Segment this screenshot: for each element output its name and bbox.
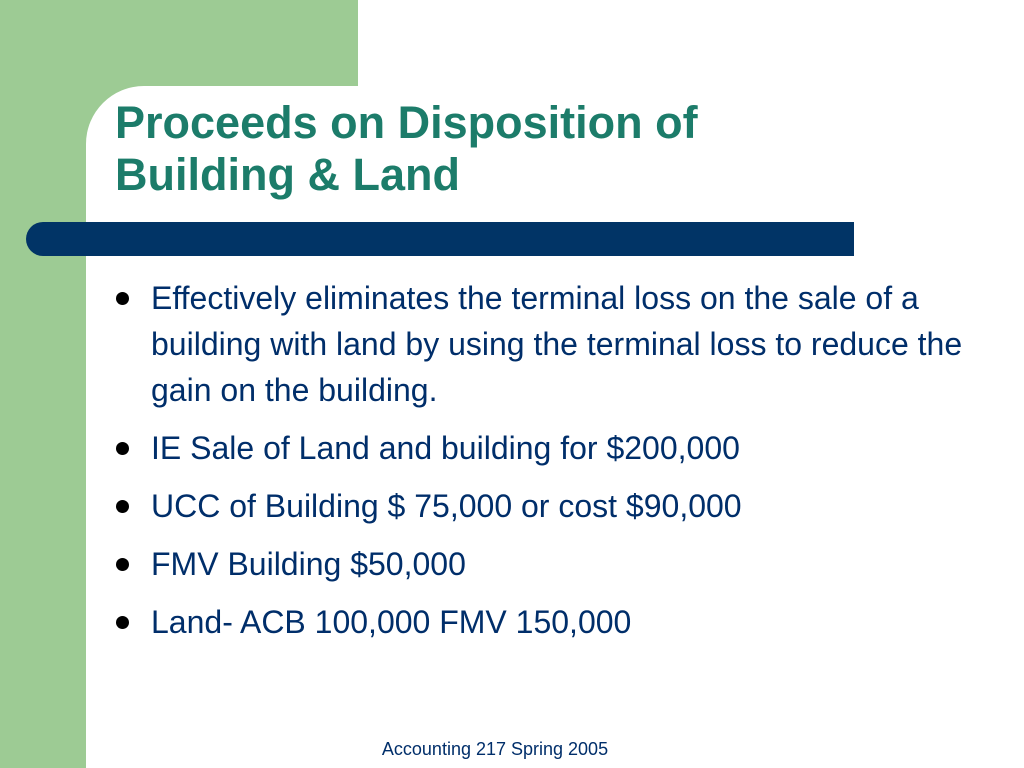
bullet-dot-icon bbox=[116, 558, 129, 571]
bullet-text: Effectively eliminates the terminal loss on the sale of a building with land by using the terminal loss to reduce the gain on the building. bbox=[151, 280, 963, 408]
bullet-item bbox=[113, 275, 1008, 413]
title-line-2: Building & Land bbox=[115, 149, 460, 200]
bullet-dot-icon bbox=[116, 500, 129, 513]
bullet-dot-icon bbox=[116, 442, 129, 455]
bullet-text: FMV Building $50,000 bbox=[151, 546, 466, 582]
title-divider-bar bbox=[26, 222, 854, 256]
bullet-dot-icon bbox=[116, 292, 129, 305]
bullet-item bbox=[113, 483, 1008, 529]
bullet-text: Land- ACB 100,000 FMV 150,000 bbox=[151, 604, 632, 640]
bullet-list bbox=[113, 275, 1008, 657]
title-line-1: Proceeds on Disposition of bbox=[115, 97, 698, 148]
slide-footer: Accounting 217 Spring 2005 bbox=[381, 739, 609, 759]
bullet-text: UCC of Building $ 75,000 or cost $90,000 bbox=[151, 488, 742, 524]
bullet-item bbox=[113, 599, 1008, 645]
bullet-dot-icon bbox=[116, 616, 129, 629]
bullet-item bbox=[113, 541, 1008, 587]
slide-title bbox=[115, 97, 895, 201]
bullet-item bbox=[113, 425, 1008, 471]
bullet-text: IE Sale of Land and building for $200,000 bbox=[151, 430, 740, 466]
